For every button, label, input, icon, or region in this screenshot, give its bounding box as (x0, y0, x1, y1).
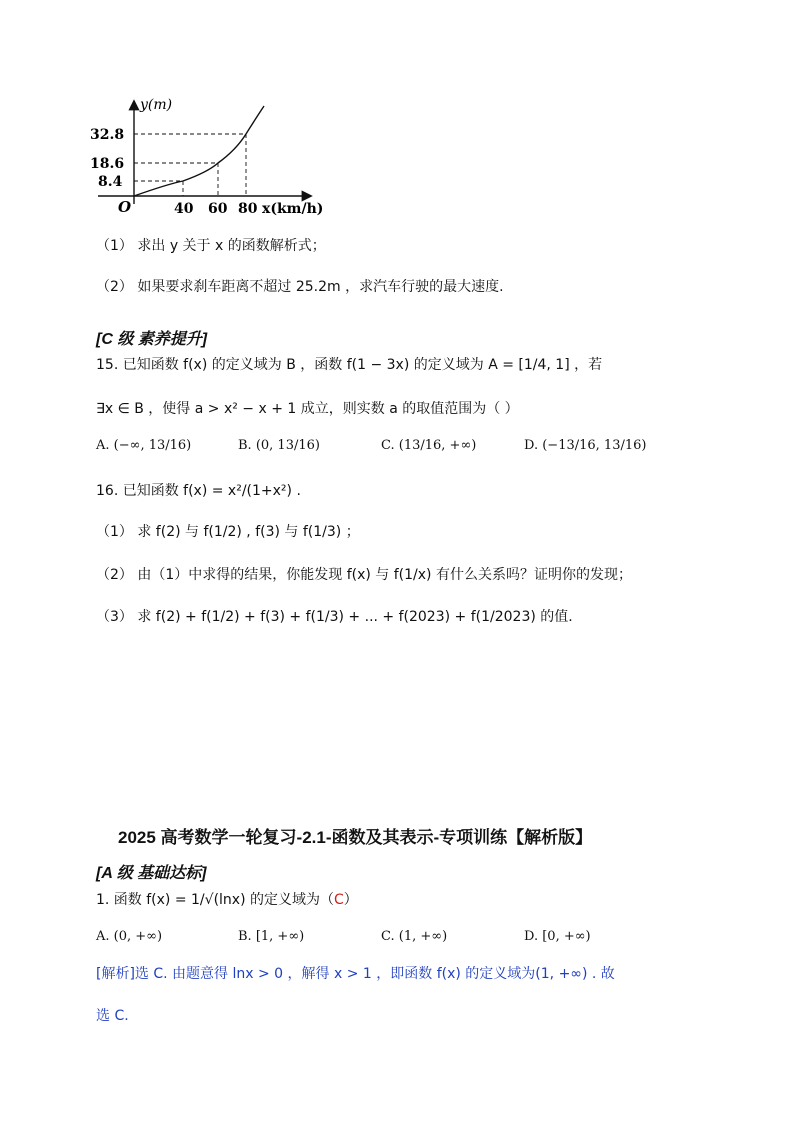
q15-line1: 15. 已知函数 f(x) 的定义域为 B ，函数 f(1 − 3x) 的定义域为 A = [1/4, 1] ，若 (96, 357, 603, 373)
section-c-heading: [C 级 素养提升] (96, 331, 208, 348)
y-axis-label: y(m) (140, 97, 173, 113)
braking-distance-graph (88, 92, 338, 222)
x-tick-40: 40 (174, 201, 194, 217)
q15-option-c: C. (13/16, +∞) (381, 438, 477, 453)
q1-analysis-line2: 选 C. (96, 1008, 129, 1024)
q14-part1: （1） 求出 y 关于 x 的函数解析式； (96, 238, 326, 254)
q1-option-b: B. [1, +∞) (238, 929, 305, 944)
q15-option-d: D. (−13/16, 13/16) (524, 438, 647, 453)
q15-option-b: B. (0, 13/16) (238, 438, 320, 453)
q1-option-a: A. (0, +∞) (96, 929, 163, 944)
y-tick-8-4: 8.4 (98, 174, 123, 190)
q15-option-a: A. (−∞, 13/16) (96, 438, 192, 453)
x-tick-60: 60 (208, 201, 228, 217)
q1-stem: 1. 函数 f(x) = 1/√(lnx) 的定义域为（C） (96, 892, 358, 908)
origin-label: O (118, 198, 132, 216)
y-tick-18-6: 18.6 (90, 156, 125, 172)
y-tick-32-8: 32.8 (90, 127, 125, 143)
q1-analysis-line1: [解析]选 C. 由题意得 lnx > 0 ，解得 x > 1 ，即函数 f(x) 的定义域为(1, +∞) . 故 (96, 966, 615, 982)
q15-line2: ∃x ∈ B ，使得 a > x² − x + 1 成立，则实数 a 的取值范围为（ ） (96, 401, 519, 417)
curve (134, 106, 264, 196)
q16-part2: （2） 由（1）中求得的结果，你能发现 f(x) 与 f(1/x) 有什么关系吗？证明你的发现； (96, 567, 632, 583)
x-tick-80: 80 (238, 201, 258, 217)
q1-option-d: D. [0, +∞) (524, 929, 591, 944)
q16-part1: （1） 求 f(2) 与 f(1/2) , f(3) 与 f(1/3) ； (96, 524, 360, 540)
q1-option-c: C. (1, +∞) (381, 929, 448, 944)
document-title: 2025 高考数学一轮复习-2.1-函数及其表示-专项训练【解析版】 (118, 828, 593, 847)
q16-stem: 16. 已知函数 f(x) = x²/(1+x²) . (96, 483, 301, 499)
q14-part2: （2） 如果要求刹车距离不超过 25.2m ，求汽车行驶的最大速度. (96, 279, 504, 295)
section-a-heading: [A 级 基础达标] (96, 865, 207, 882)
q1-answer: C (334, 892, 344, 908)
q16-part3: （3） 求 f(2) + f(1/2) + f(3) + f(1/3) + ... + f(2023) + f(1/2023) 的值. (96, 609, 573, 625)
x-axis-label: x(km/h) (262, 201, 324, 217)
